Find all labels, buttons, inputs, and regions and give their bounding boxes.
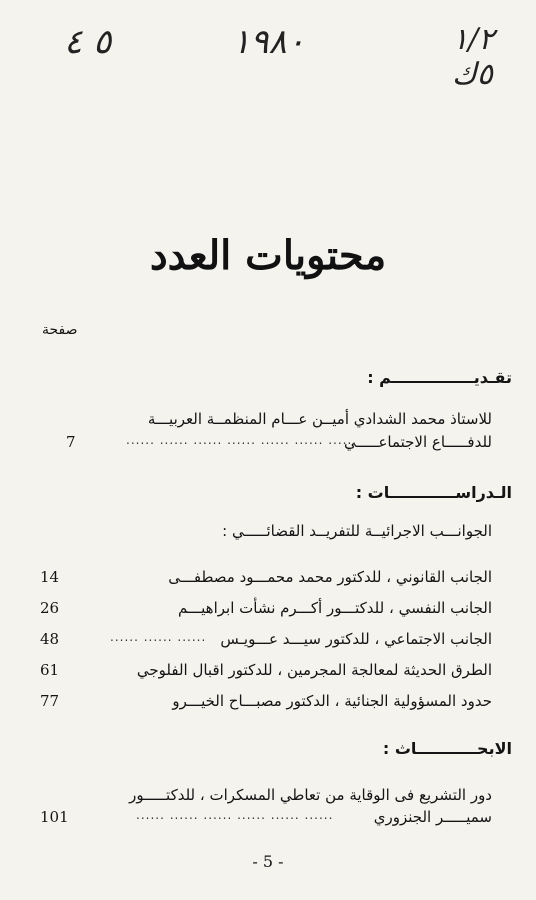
page-title: محتويات العدد — [149, 232, 387, 279]
toc-entry-page: 48 — [40, 630, 60, 648]
section-heading-studies: الـدراســــــــــــات : — [355, 483, 512, 502]
intro-line-1: للاستاذ محمد الشدادي أميــن عـــام المنظمــة العربيـــة — [147, 410, 492, 428]
toc-entry-text: الطرق الحديثة لمعالجة المجرمين ، للدكتور اقبال الفلوجي — [136, 661, 492, 679]
handwritten-issue-number: ٥ ٤ — [64, 22, 112, 62]
toc-entry-text: الجانب الاجتماعي ، للدكتور سيـــد عـــويـس — [220, 630, 492, 648]
leader-dots: ...... ...... ...... ...... ...... ...... ...... — [126, 433, 358, 447]
section-heading-intro: تقـديـــــــــــــــم : — [367, 368, 512, 387]
toc-entry-page: 61 — [40, 661, 60, 679]
section-heading-research: الابحـــــــــــاث : — [382, 739, 512, 758]
toc-entry-text: الجانب النفسي ، للدكتـــور أكـــرم نشأت ابراهيـــم — [177, 599, 492, 617]
toc-entry-text: سميـــــر الجنزوري — [373, 808, 492, 826]
toc-entry-studies-1[interactable] — [40, 568, 492, 590]
toc-entry-page: 77 — [40, 692, 60, 710]
toc-entry-intro[interactable] — [40, 433, 492, 455]
toc-entry-text: للدفـــــاع الاجتماعـــــي — [343, 433, 492, 451]
toc-entry-text: الجانب القانوني ، للدكتور محمد محمـــود مصطفـــى — [168, 568, 492, 586]
toc-entry-research[interactable] — [40, 808, 492, 830]
handwritten-code: ١/٢ ٥ك — [452, 22, 495, 92]
toc-entry-studies-4[interactable] — [40, 661, 492, 683]
studies-subheading: الجوانـــب الاجرائيــة للتفريــد القضائـــــي : — [222, 522, 492, 540]
toc-entry-page: 7 — [66, 433, 76, 451]
toc-entry-studies-5[interactable] — [40, 692, 492, 714]
research-line-1: دور التشريع فى الوقاية من تعاطي المسكرات ، للدكتـــــور — [129, 786, 492, 804]
page-column-label: صفحة — [42, 322, 78, 338]
toc-entry-studies-2[interactable] — [40, 599, 492, 621]
page-number: - 5 - — [252, 852, 284, 871]
handwritten-year: ١٩٨٠ — [232, 22, 306, 62]
leader-dots: ...... ...... ...... ...... ...... ...... — [136, 808, 334, 822]
toc-entry-page: 14 — [40, 568, 60, 586]
toc-entry-page: 26 — [40, 599, 60, 617]
leader-dots: ...... ...... ...... — [110, 630, 207, 644]
toc-entry-page: 101 — [40, 808, 69, 826]
toc-entry-studies-3[interactable] — [40, 630, 492, 652]
toc-entry-text: حدود المسؤولية الجنائية ، الدكتور مصبـــاح الخيـــرو — [172, 692, 492, 710]
